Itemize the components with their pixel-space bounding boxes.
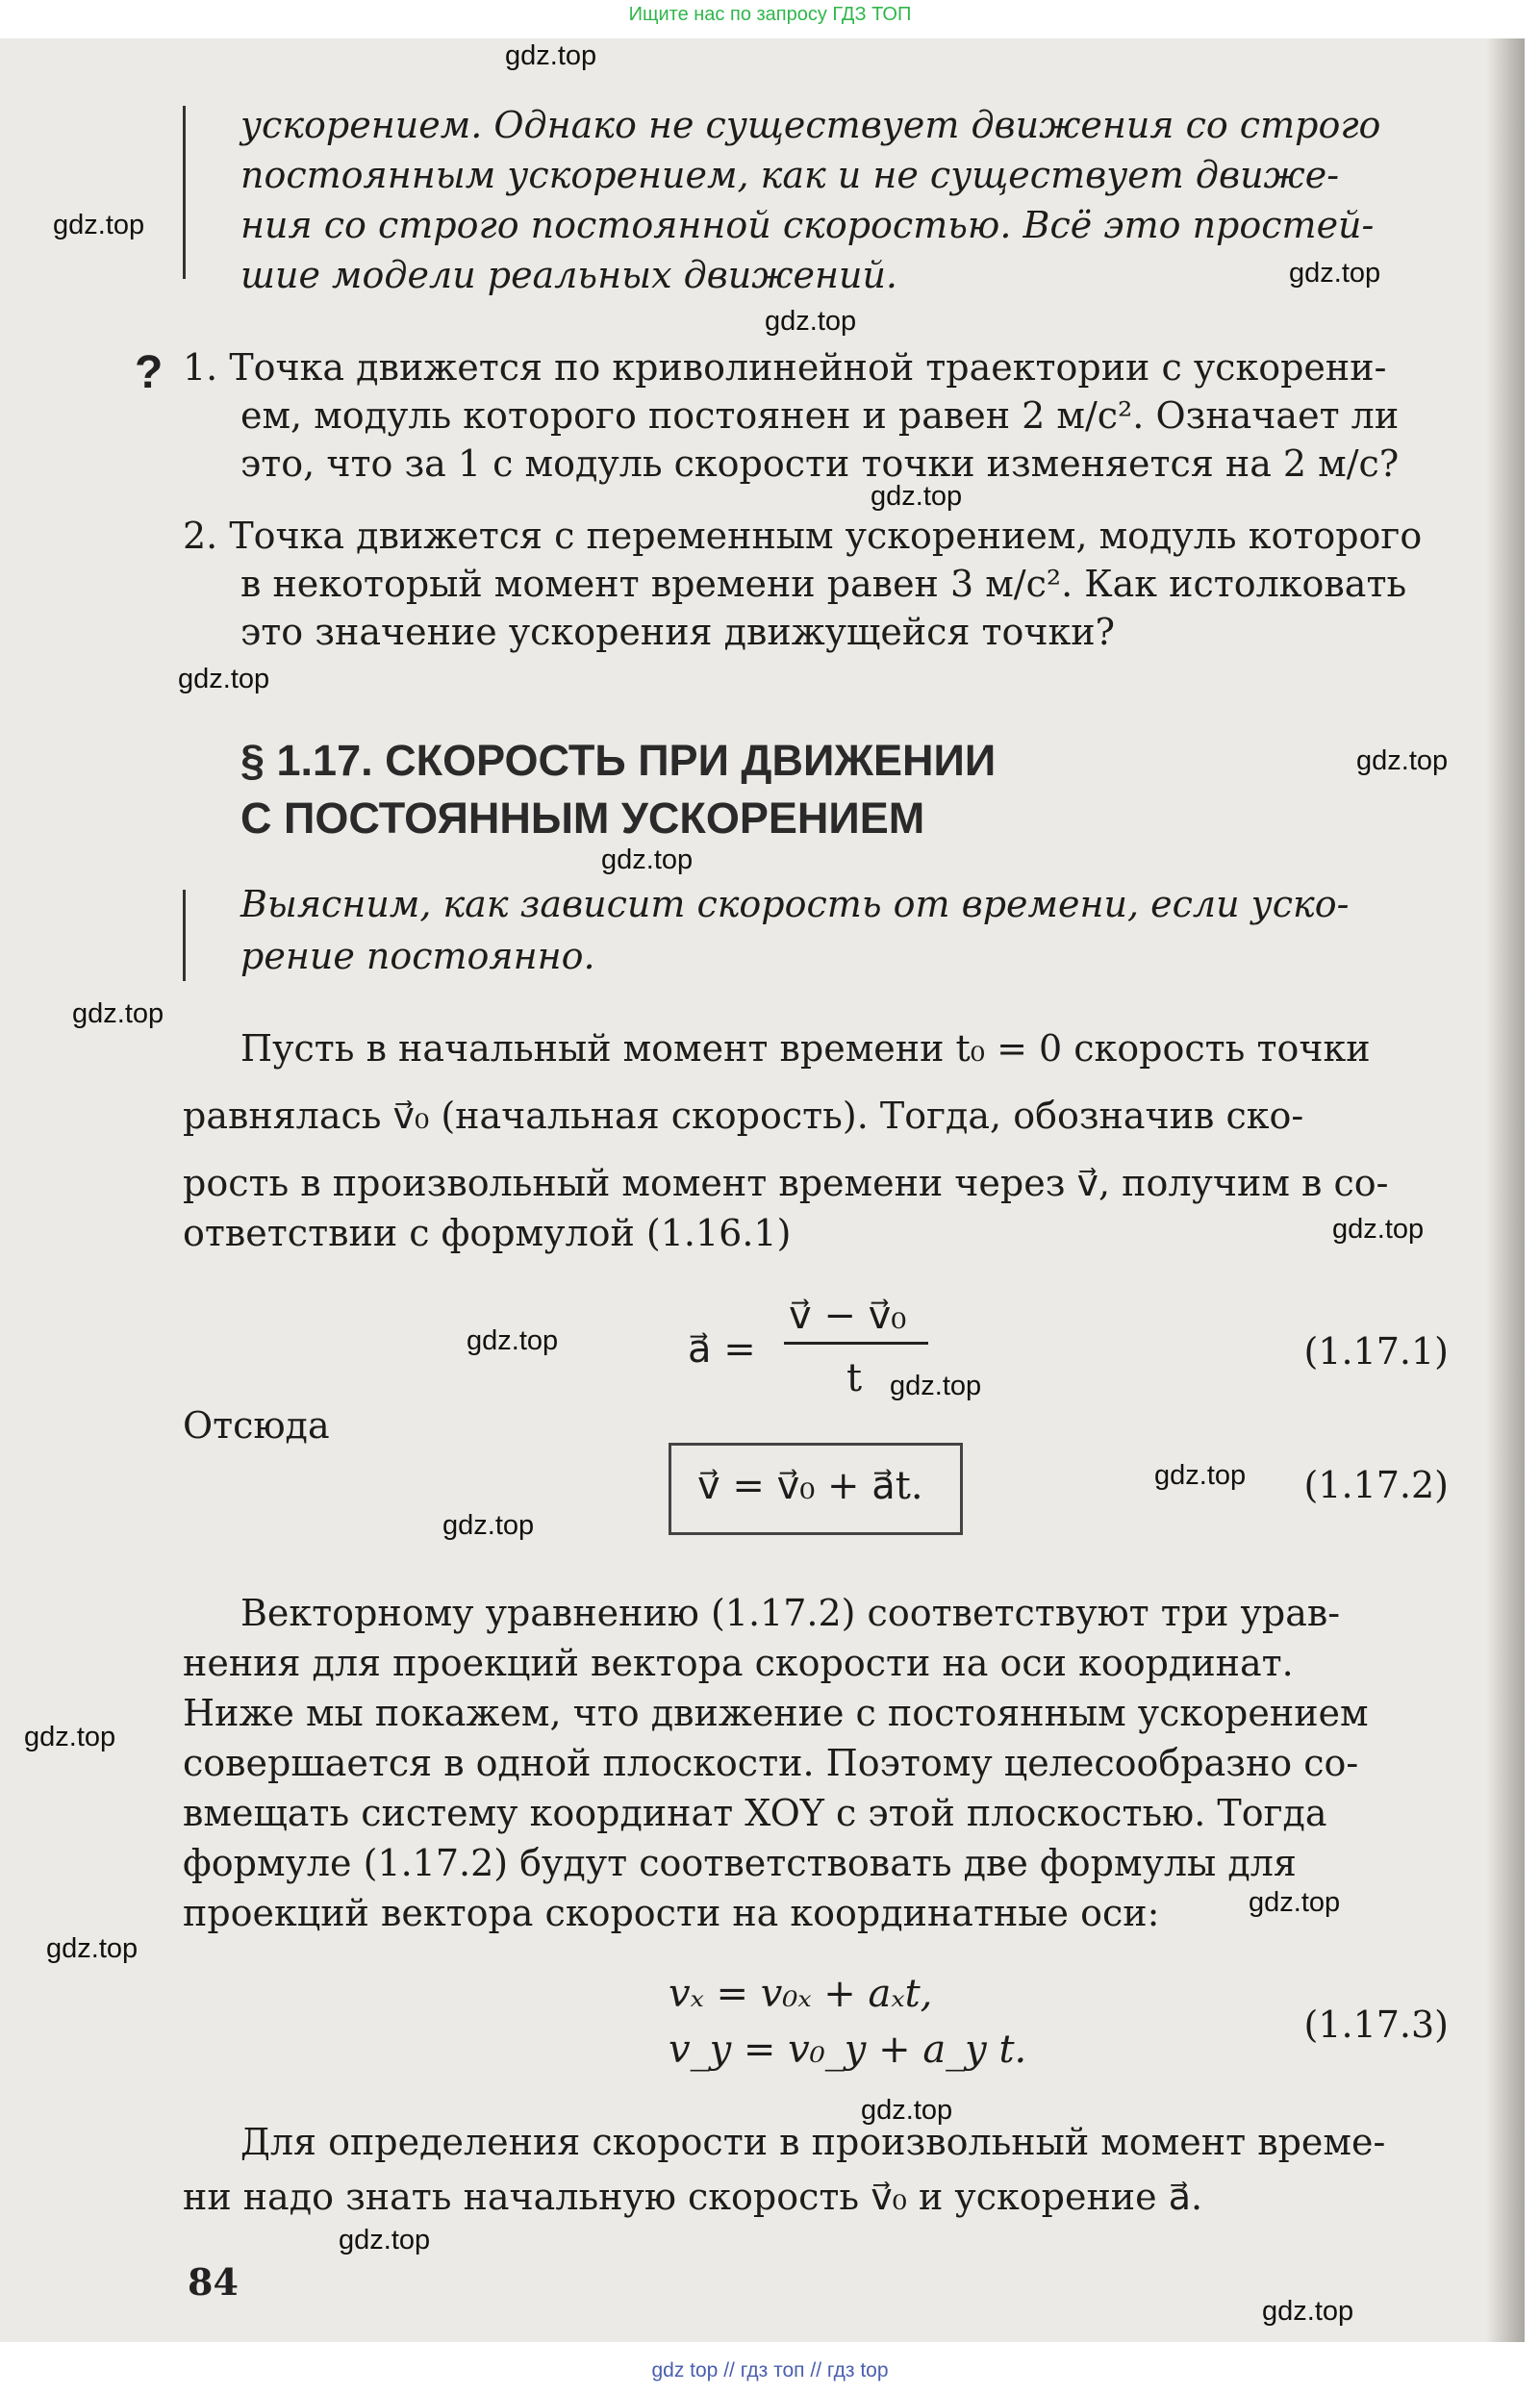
watermark: gdz.top — [1262, 2296, 1354, 2327]
page-edge-shadow — [1486, 38, 1525, 2342]
intro-line: ния со строго постоянной скоростью. Всё это простей- — [240, 204, 1375, 246]
question-line: 1. Точка движется по криволинейной траектории с ускорени- — [183, 346, 1387, 389]
margin-bar — [183, 106, 186, 279]
watermark: gdz.top — [24, 1722, 116, 1752]
intro-line: шие модели реальных движений. — [240, 254, 897, 296]
formula-lhs: a⃗ = — [688, 1327, 756, 1372]
paragraph-line: равнялась v⃗₀ (начальная скорость). Тогда, обозначив ско- — [183, 1095, 1304, 1137]
watermark: gdz.top — [178, 664, 270, 694]
formula-line: vₓ = v₀ₓ + aₓt, — [669, 1972, 933, 2016]
watermark: gdz.top — [1332, 1214, 1425, 1245]
paragraph-line: Векторному уравнению (1.17.2) соответствуют три урав- — [240, 1592, 1341, 1634]
watermark: gdz.top — [861, 2095, 953, 2126]
watermark: gdz.top — [442, 1510, 535, 1541]
watermark: gdz.top — [53, 210, 145, 240]
paragraph-line: ни надо знать начальную скорость v⃗₀ и ускорение a⃗. — [183, 2176, 1203, 2218]
watermark: gdz.top — [1249, 1887, 1341, 1918]
watermark: gdz.top — [765, 306, 857, 337]
section-title: С ПОСТОЯННЫМ УСКОРЕНИЕМ — [240, 794, 925, 843]
watermark: gdz.top — [601, 844, 694, 875]
lead-line: Выясним, как зависит скорость от времени, если уско- — [240, 883, 1350, 925]
watermark: gdz.top — [1154, 1460, 1247, 1491]
question-line: 2. Точка движется с переменным ускорением, модуль которого — [183, 515, 1423, 557]
margin-bar — [183, 890, 186, 981]
intro-line: постоянным ускорением, как и не существует движе- — [240, 154, 1340, 196]
formula-line: v_y = v₀_y + a_y t. — [669, 2028, 1027, 2072]
hence-text: Отсюда — [183, 1404, 330, 1447]
question-line: это, что за 1 с модуль скорости точки изменяется на 2 м/с? — [240, 442, 1400, 485]
paragraph-line: рость в произвольный момент времени через v⃗, получим в со- — [183, 1162, 1389, 1204]
paragraph-line: совершается в одной плоскости. Поэтому целесообразно со- — [183, 1742, 1359, 1784]
equation-number: (1.17.1) — [1303, 1330, 1449, 1373]
paragraph-line: нения для проекций вектора скорости на оси координат. — [183, 1642, 1294, 1684]
paragraph-line: вмещать систему координат XOY с этой плоскостью. Тогда — [183, 1792, 1327, 1834]
watermark: gdz.top — [339, 2225, 431, 2255]
watermark: gdz.top — [505, 40, 597, 71]
paragraph-line: проекций вектора скорости на координатные оси: — [183, 1892, 1160, 1934]
question-line: это значение ускорения движущейся точки? — [240, 611, 1115, 653]
bottom-banner: gdz top // гдз топ // гдз top — [651, 2359, 889, 2381]
formula-numerator: v⃗ − v⃗₀ — [789, 1294, 907, 1338]
equation-number: (1.17.2) — [1303, 1464, 1449, 1506]
paragraph-line: Ниже мы покажем, что движение с постоянным ускорением — [183, 1692, 1369, 1734]
question-line: ем, модуль которого постоянен и равен 2 м/с². Означает ли — [240, 394, 1400, 437]
top-banner: Ищите нас по запросу ГДЗ ТОП — [628, 4, 912, 25]
page-number: 84 — [188, 2260, 239, 2304]
watermark: gdz.top — [1289, 258, 1381, 289]
watermark: gdz.top — [467, 1325, 559, 1356]
watermark: gdz.top — [871, 481, 963, 512]
formula-denominator: t — [846, 1356, 863, 1400]
watermark: gdz.top — [46, 1933, 139, 1964]
intro-line: ускорением. Однако не существует движения со строго — [240, 104, 1381, 146]
question-line: в некоторый момент времени равен 3 м/с². Как истолковать — [240, 563, 1407, 605]
question-icon: ? — [135, 347, 164, 398]
paragraph-line: Для определения скорости в произвольный момент време- — [240, 2121, 1386, 2163]
watermark: gdz.top — [890, 1371, 982, 1401]
paragraph-line: Пусть в начальный момент времени t₀ = 0 скорость точки — [240, 1027, 1371, 1070]
lead-line: рение постоянно. — [240, 935, 595, 977]
paragraph-line: формуле (1.17.2) будут соответствовать две формулы для — [183, 1842, 1297, 1884]
section-title: § 1.17. СКОРОСТЬ ПРИ ДВИЖЕНИИ — [240, 736, 997, 785]
watermark: gdz.top — [1356, 745, 1449, 776]
fraction-bar — [784, 1342, 928, 1345]
watermark: gdz.top — [72, 998, 164, 1029]
formula-expression: v⃗ = v⃗₀ + a⃗t. — [697, 1464, 923, 1508]
equation-number: (1.17.3) — [1303, 2003, 1449, 2046]
paragraph-line: ответствии с формулой (1.16.1) — [183, 1212, 792, 1254]
